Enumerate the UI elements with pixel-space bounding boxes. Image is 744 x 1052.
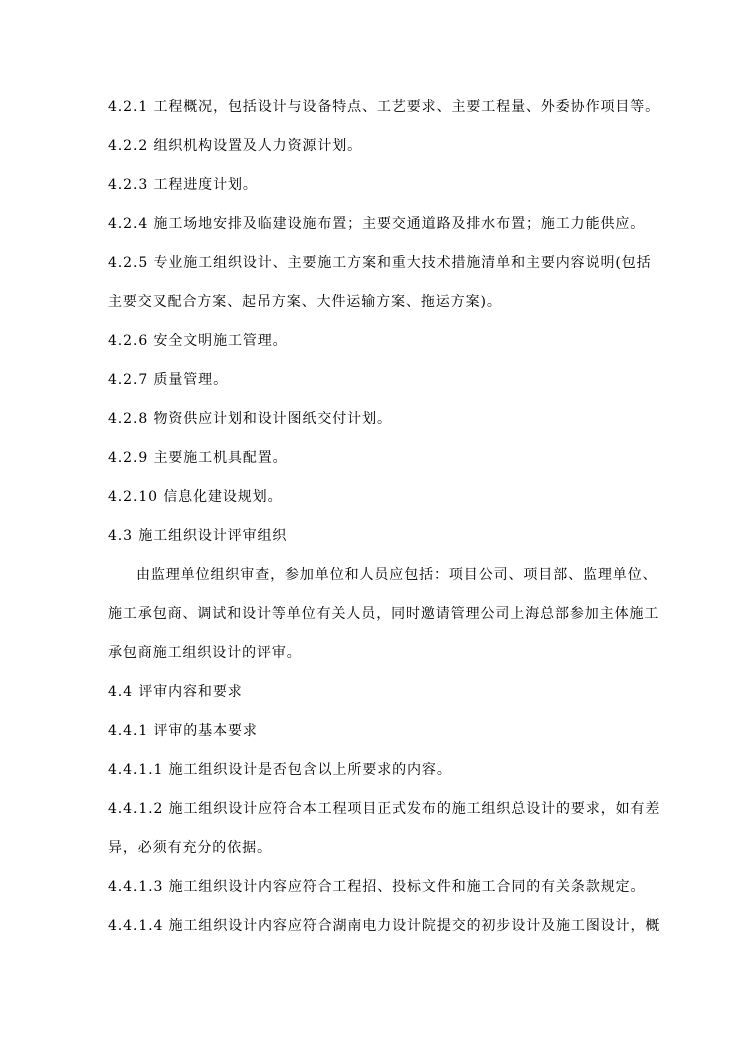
text-line: 4.2.7 质量管理。 <box>108 372 228 388</box>
section-heading: 4.4 评审内容和要求 <box>108 684 243 700</box>
text-line: 4.2.5 专业施工组织设计、主要施工方案和重大技术措施清单和主要内容说明(包括 <box>108 255 652 271</box>
text-line: 4.4.1.4 施工组织设计内容应符合湖南电力设计院提交的初步设计及施工图设计，概 <box>108 918 661 934</box>
text-line: 4.2.8 物资供应计划和设计图纸交付计划。 <box>108 411 392 427</box>
text-line: 4.4.1.1 施工组织设计是否包含以上所要求的内容。 <box>108 762 452 778</box>
text-line: 4.2.10 信息化建设规划。 <box>108 489 283 505</box>
text-line: 异，必须有充分的依据。 <box>108 840 272 856</box>
text-line: 4.2.6 安全文明施工管理。 <box>108 333 288 349</box>
paragraph-line: 由监理单位组织审查，参加单位和人员应包括：项目公司、项目部、监理单位、 <box>136 567 658 583</box>
text-line: 4.2.1 工程概况，包括设计与设备特点、工艺要求、主要工程量、外委协作项目等。 <box>108 99 661 115</box>
paragraph-line: 承包商施工组织设计的评审。 <box>108 645 302 661</box>
text-line: 4.4.1.2 施工组织设计应符合本工程项目正式发布的施工组织总设计的要求，如有差 <box>108 801 661 817</box>
text-line: 4.2.2 组织机构设置及人力资源计划。 <box>108 138 363 154</box>
text-line: 4.2.3 工程进度计划。 <box>108 177 258 193</box>
text-line: 4.2.9 主要施工机具配置。 <box>108 450 288 466</box>
paragraph-line: 施工承包商、调试和设计等单位有关人员，同时邀请管理公司上海总部参加主体施工 <box>108 606 660 622</box>
text-line: 4.4.1.3 施工组织设计内容应符合工程招、投标文件和施工合同的有关条款规定。 <box>108 879 646 895</box>
text-line: 主要交叉配合方案、起吊方案、大件运输方案、拖运方案)。 <box>108 294 502 310</box>
text-line: 4.2.4 施工场地安排及临建设施布置；主要交通道路及排水布置；施工力能供应。 <box>108 216 646 232</box>
subsection-heading: 4.4.1 评审的基本要求 <box>108 723 258 739</box>
section-heading: 4.3 施工组织设计评审组织 <box>108 528 288 544</box>
